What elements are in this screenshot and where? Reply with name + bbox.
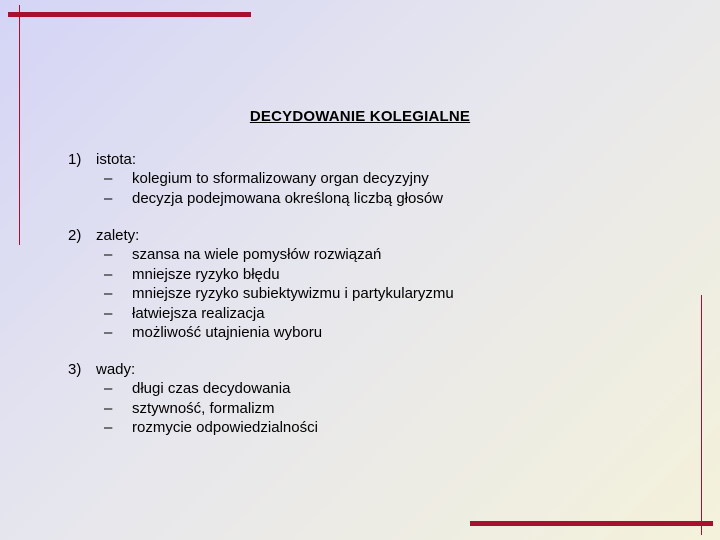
list-item-text: szansa na wiele pomysłów rozwiązań xyxy=(132,246,382,264)
decorative-right-line xyxy=(701,295,702,535)
list-item-text: łatwiejsza realizacja xyxy=(132,304,265,322)
section-heading xyxy=(68,360,318,379)
list-item xyxy=(68,245,454,264)
bullet-dash: – xyxy=(104,419,113,437)
bullet-dash: – xyxy=(104,399,113,417)
section-number: 1) xyxy=(68,151,82,168)
list-item-text: mniejsze ryzyko błędu xyxy=(132,265,280,283)
section-wady xyxy=(68,360,318,438)
bullet-dash: – xyxy=(104,380,113,398)
section-heading xyxy=(68,226,454,245)
slide-title: DECYDOWANIE KOLEGIALNE xyxy=(249,108,471,125)
section-istota xyxy=(68,150,443,208)
bullet-dash: – xyxy=(104,170,113,188)
section-zalety xyxy=(68,226,454,342)
list-item-text: możliwość utajnienia wyboru xyxy=(132,324,323,342)
list-item xyxy=(68,169,443,188)
list-item-text: rozmycie odpowiedzialności xyxy=(132,419,318,437)
list-item xyxy=(68,379,318,398)
section-label: zalety: xyxy=(96,227,140,244)
section-heading xyxy=(68,150,443,169)
decorative-bottom-bar xyxy=(470,521,713,526)
list-item-text: sztywność, formalizm xyxy=(132,399,275,417)
list-item xyxy=(68,304,454,323)
decorative-left-line xyxy=(19,5,20,245)
list-item-text: kolegium to sformalizowany organ decyzyjny xyxy=(132,170,429,188)
bullet-dash: – xyxy=(104,285,113,303)
bullet-dash: – xyxy=(104,324,113,342)
list-item-text: decyzja podejmowana określoną liczbą głosów xyxy=(132,189,444,207)
bullet-dash: – xyxy=(104,246,113,264)
list-item xyxy=(68,399,318,418)
list-item xyxy=(68,265,454,284)
list-item xyxy=(68,189,443,208)
section-number: 3) xyxy=(68,361,82,378)
section-label: istota: xyxy=(96,151,137,168)
section-label: wady: xyxy=(96,361,136,378)
bullet-dash: – xyxy=(104,265,113,283)
bullet-dash: – xyxy=(104,189,113,207)
list-item xyxy=(68,418,318,437)
section-number: 2) xyxy=(68,227,82,244)
list-item-text: mniejsze ryzyko subiektywizmu i partykularyzmu xyxy=(132,285,454,303)
list-item xyxy=(68,323,454,342)
list-item-text: długi czas decydowania xyxy=(132,380,291,398)
list-item xyxy=(68,284,454,303)
decorative-top-bar xyxy=(8,12,251,17)
bullet-dash: – xyxy=(104,304,113,322)
